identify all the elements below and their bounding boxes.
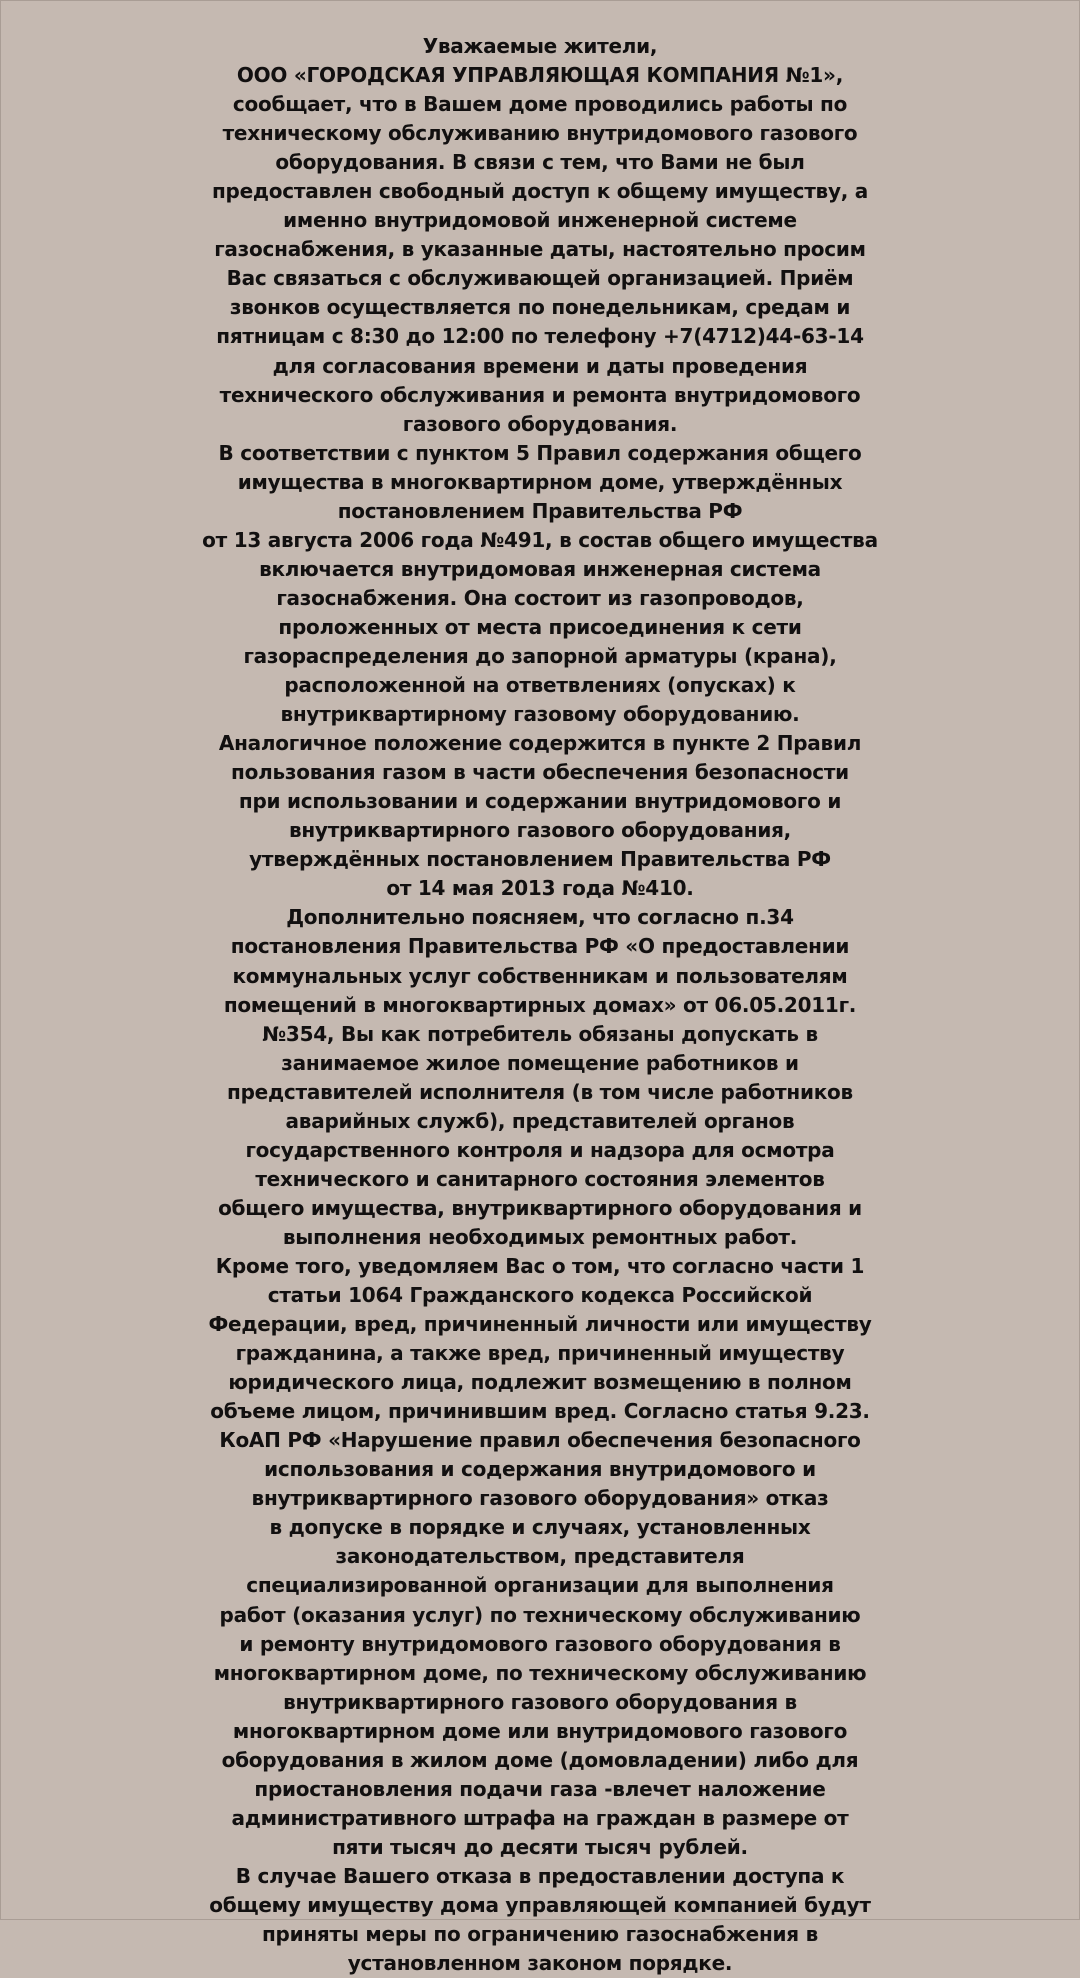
notice-line: сообщает, что в Вашем доме проводились работы по [232,92,848,117]
notice-line: установленном законом порядке. [347,1951,733,1976]
notice-line: юридического лица, подлежит возмещению в полном [228,1370,852,1395]
notice-line: многоквартирном доме или внутридомового газового [232,1718,848,1743]
notice-line: Федерации, вред, причиненный личности или имуществу [208,1312,872,1337]
notice-text [200,32,880,1978]
notice-line: В соответствии с пунктом 5 Правил содержания общего [218,440,862,465]
notice-line: оборудования. В связи с тем, что Вами не был [275,150,805,175]
notice-line: законодательством, представителя [335,1544,745,1569]
notice-line: внутриквартирного газового оборудования в [283,1689,797,1714]
notice-line: технического и санитарного состояния элементов [255,1166,825,1191]
notice-line: расположенной на ответвлениях (опусках) к [284,673,796,698]
notice-line: Вас связаться с обслуживающей организацией. Приём [226,266,854,291]
notice-line: выполнения необходимых ремонтных работ. [282,1224,798,1249]
notice-line: коммунальных услуг собственникам и пользователям [232,963,848,988]
notice-line: специализированной организации для выполнения [246,1573,834,1598]
notice-line: представителей исполнителя (в том числе работников [227,1079,853,1104]
notice-line: пятницам с 8:30 до 12:00 по телефону +7(4712)44-63-14 [216,324,864,349]
notice-line: газоснабжения, в указанные даты, настоятельно просим [214,237,866,262]
notice-line: ООО «ГОРОДСКАЯ УПРАВЛЯЮЩАЯ КОМПАНИЯ №1», [236,63,844,88]
notice-line: от 13 августа 2006 года №491, в состав общего имущества [202,527,878,552]
notice-line: проложенных от места присоединения к сети [278,614,802,639]
notice-line: внутриквартирному газовому оборудованию. [280,702,800,727]
notice-line: Уважаемые жители, [422,34,658,58]
notice-line: общему имуществу дома управляющей компанией будут [209,1893,871,1917]
notice-line: техническому обслуживанию внутридомового газового [222,121,858,146]
notice-line: использования и содержания внутридомового и [264,1457,816,1482]
notice-line: и ремонту внутридомового газового оборудования в [239,1631,841,1656]
notice-line: гражданина, а также вред, причиненный имуществу [235,1341,845,1366]
notice-line: имущества в многоквартирном доме, утверждённых [237,469,843,494]
notice-line: оборудования в жилом доме (домовладении) либо для [221,1747,859,1772]
notice-line: помещений в многоквартирных домах» от 06.05.2011г. [223,992,857,1017]
notice-line: статьи 1064 Гражданского кодекса Российской [267,1283,813,1308]
notice-line: технического обслуживания и ремонта внутридомового [219,382,861,407]
notice-line: утверждённых постановлением Правительства РФ [249,847,831,872]
notice-line: административного штрафа на граждан в размере от [231,1805,849,1830]
notice-line: внутриквартирного газового оборудования, [288,818,792,843]
notice-line: именно внутридомовой инженерной системе [283,208,797,233]
notice-line: внутриквартирного газового оборудования» отказ [251,1486,829,1511]
notice-line: государственного контроля и надзора для осмотра [245,1137,835,1162]
notice-line: газораспределения до запорной арматуры (крана), [243,643,837,668]
notice-line: пользования газом в части обеспечения безопасности [231,760,849,785]
notice-line: постановлением Правительства РФ [337,498,743,523]
notice-line: объеме лицом, причинившим вред. Согласно статья 9.23. [210,1399,870,1424]
notice-line: работ (оказания услуг) по техническому обслуживанию [219,1602,861,1627]
notice-line: включается внутридомовая инженерная система [259,556,821,581]
notice-line: от 14 мая 2013 года №410. [386,876,694,901]
notice-line: в допуске в порядке и случаях, установленных [269,1515,811,1540]
notice-line: приняты меры по ограничению газоснабжения в [261,1922,819,1947]
notice-line: при использовании и содержании внутридомового и [238,789,842,814]
notice-line: занимаемое жилое помещение работников и [281,1050,799,1075]
notice-line: Аналогичное положение содержится в пункте 2 Правил [218,731,862,756]
notice-line: приостановления подачи газа -влечет наложение [254,1776,826,1801]
notice-line: общего имущества, внутриквартирного оборудования и [218,1195,862,1220]
notice-line: для согласования времени и даты проведения [272,353,808,378]
notice-line: предоставлен свободный доступ к общему имуществу, а [211,179,869,204]
notice-line: газоснабжения. Она состоит из газопроводов, [276,585,804,610]
notice-line: газового оборудования. [402,411,678,436]
notice-line: звонков осуществляется по понедельникам, средам и [229,295,851,320]
notice-line: В случае Вашего отказа в предоставлении доступа к [235,1863,845,1888]
notice-line: многоквартирном доме, по техническому обслуживанию [213,1660,867,1685]
notice-line: постановления Правительства РФ «О предоставлении [230,934,850,959]
notice-line: пяти тысяч до десяти тысяч рублей. [332,1834,748,1859]
notice-line: Дополнительно поясняем, что согласно п.34 [286,905,794,930]
notice-line: аварийных служб), представителей органов [285,1108,795,1133]
notice-line: КоАП РФ «Нарушение правил обеспечения безопасного [219,1428,861,1453]
notice-line: Кроме того, уведомляем Вас о том, что согласно части 1 [215,1253,865,1278]
notice-line: №354, Вы как потребитель обязаны допускать в [262,1021,818,1046]
